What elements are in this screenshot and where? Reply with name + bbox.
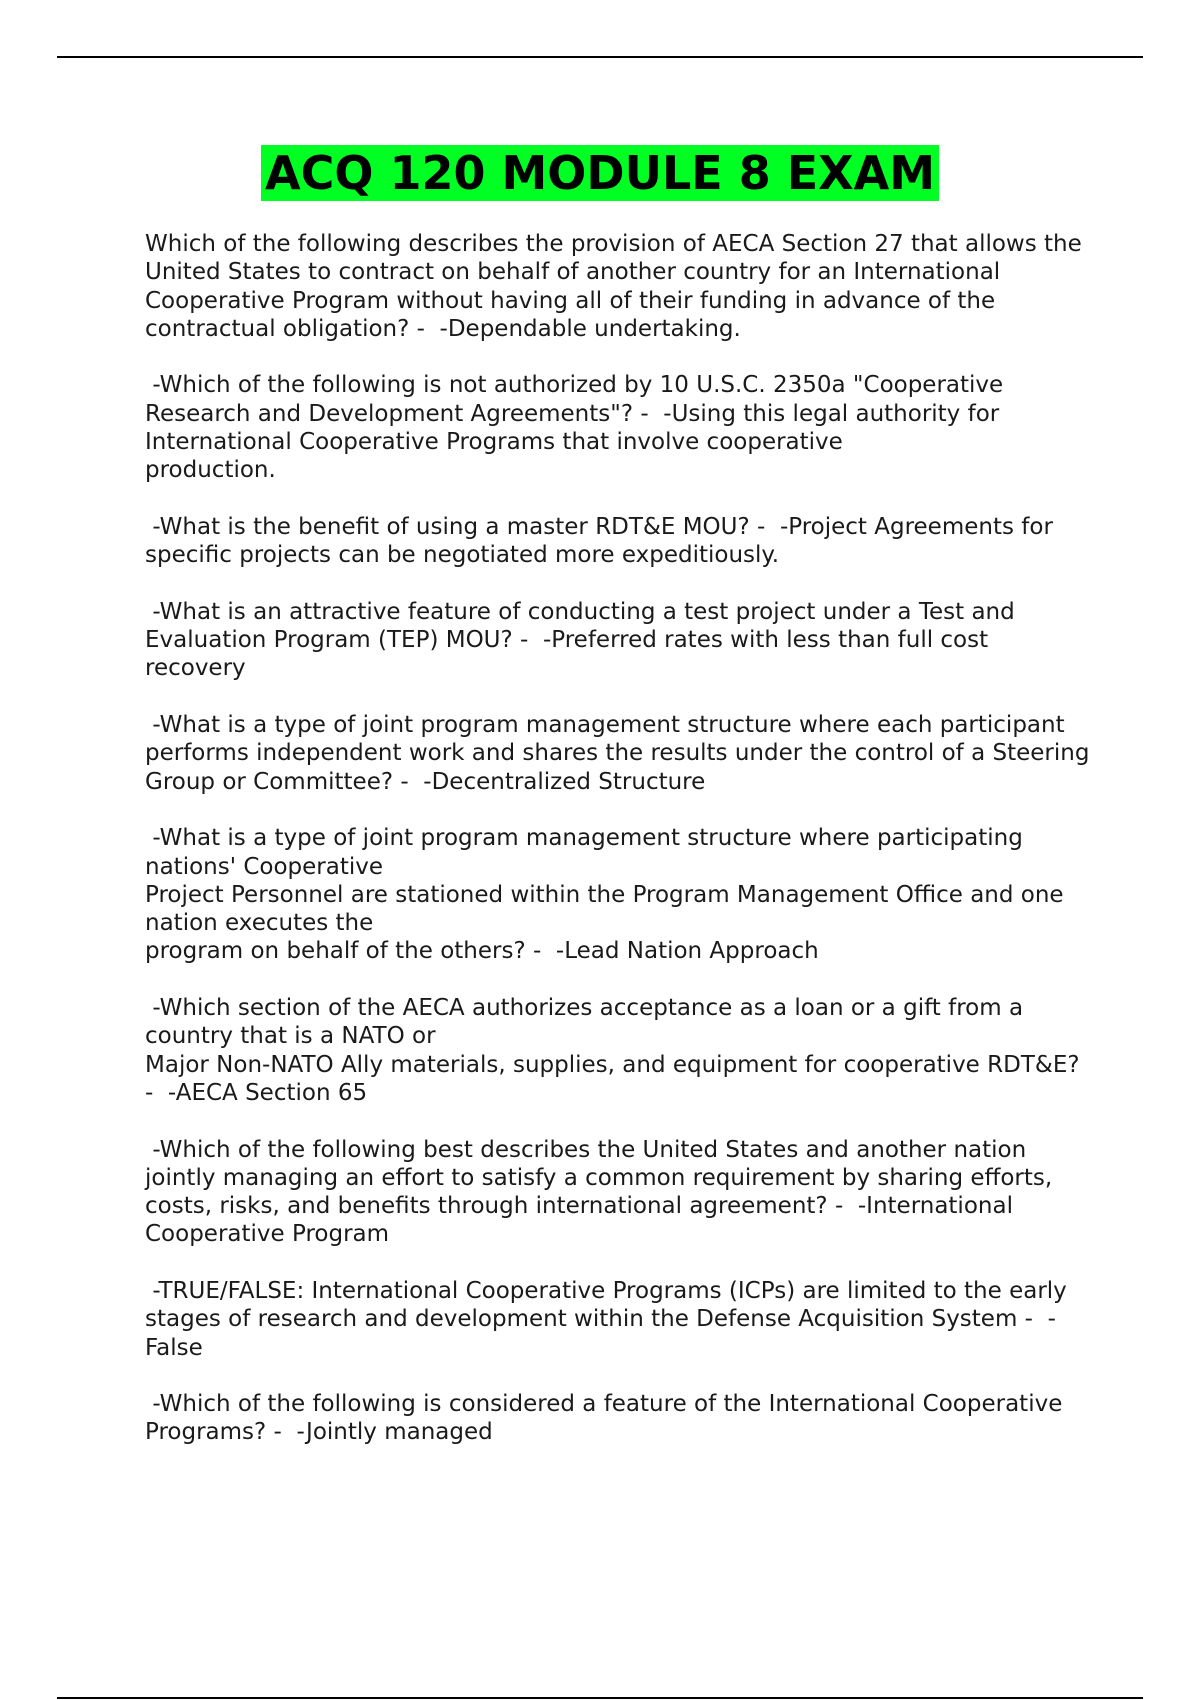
- qa-item-7: -Which section of the AECA authorizes acceptance as a loan or a gift from a country that is a NATO or Major Non-NATO Ally materials, supplies, and equipment for cooperative RDT&E? - -AECA Section 65: [145, 995, 1080, 1106]
- qa-item-4: -What is an attractive feature of conducting a test project under a Test and Evaluation Program (TEP) MOU? - -Preferred rates with less than full cost recovery: [145, 598, 1023, 682]
- qa-item-8: -Which of the following best describes the United States and another nation jointly managing an effort to satisfy a common requirement by sharing efforts, costs, risks, and benefits through international agreement? - -International Cooperative Program: [145, 1136, 1060, 1248]
- qa-item-9: -TRUE/FALSE: International Cooperative Programs (ICPs) are limited to the early stages of research and development within the Defense Acquisition System - -False: [145, 1277, 1075, 1361]
- title-container: [0, 145, 1200, 201]
- qa-item-10: -Which of the following is considered a feature of the International Cooperative Programs? - -Jointly managed: [145, 1391, 1070, 1446]
- qa-item-2: -Which of the following is not authorized by 10 U.S.C. 2350a "Cooperative Research and Development Agreements"? - -Using this legal authority for International Cooperative Programs that involve cooperative production.: [145, 372, 1004, 484]
- qa-item-5: -What is a type of joint program management structure where each participant performs independent work and shares the results under the control of a Steering Group or Committee? - -Decentralized Structure: [145, 712, 1097, 795]
- document-title: ACQ 120 MODULE 8 EXAM: [261, 145, 939, 201]
- top-rule: [57, 56, 1143, 58]
- document-body: [145, 230, 1097, 1475]
- bottom-rule: [57, 1697, 1143, 1699]
- qa-item-3: -What is the benefit of using a master RDT&E MOU? - -Project Agreements for specific projects can be negotiated more expeditiously.: [145, 513, 1061, 569]
- qa-item-1: Which of the following describes the provision of AECA Section 27 that allows the United States to contract on behalf of another country for an International Cooperative Program without having all of their funding in advance of the contractual obligation? - -Dependable undertaking.: [145, 231, 1090, 342]
- qa-item-6: -What is a type of joint program management structure where participating nations' Cooperative Project Personnel are stationed within the Program Management Office and one nation executes the program on behalf of the others? - -Lead Nation Approach: [145, 825, 1064, 965]
